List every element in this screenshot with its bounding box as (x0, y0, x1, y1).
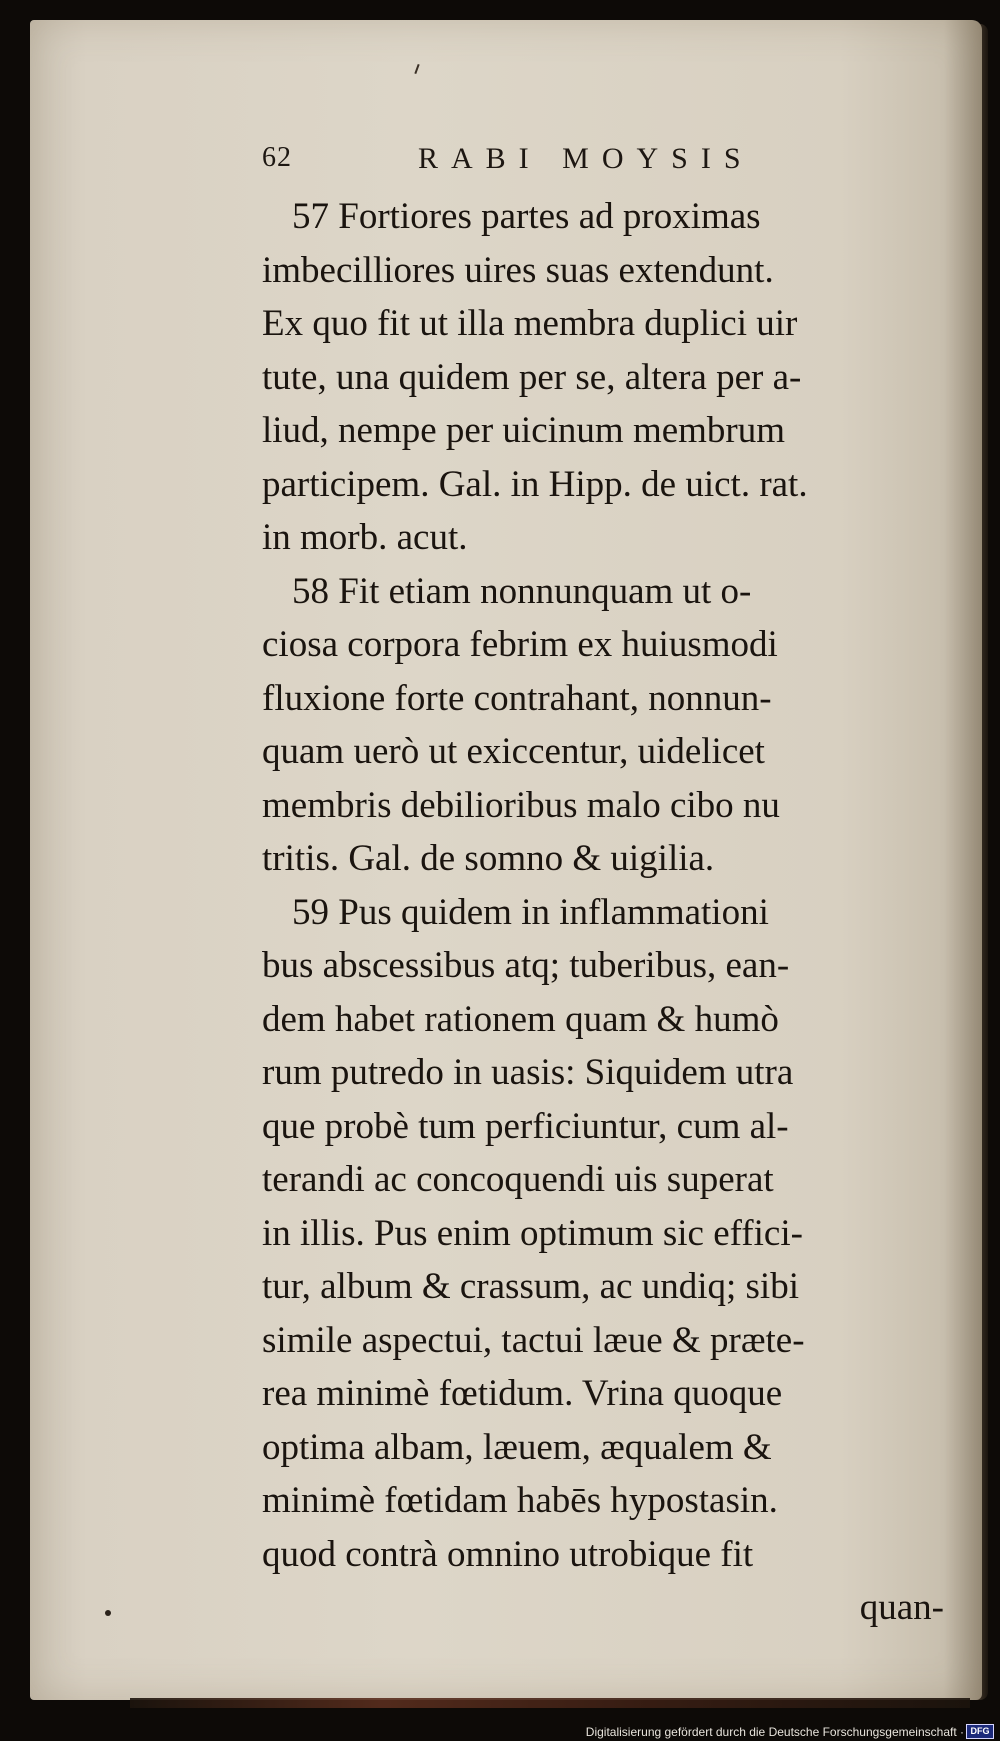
ink-dot (105, 1610, 111, 1616)
text-line: in morb. acut. (262, 517, 468, 558)
text-line: fluxione forte contrahant, nonnun- (262, 677, 772, 719)
text-line: quod contrà omnino utrobique fit (262, 1533, 754, 1575)
text-line: tute, una quidem per se, altera per a- (262, 356, 802, 398)
text-line: dem habet rationem quam & humò (262, 998, 779, 1040)
text-line: minimè fœtidam habēs hypostasin. (262, 1480, 778, 1521)
text-line: rea minimè fœtidum. Vrina quoque (262, 1373, 783, 1414)
text-line: liud, nempe per uicinum membrum (262, 410, 786, 451)
text-line: bus abscessibus atq; tuberibus, ean- (262, 945, 790, 986)
text-line: ciosa corpora febrim ex huiusmodi (262, 624, 778, 665)
text-line: in illis. Pus enim optimum sic effici- (262, 1212, 803, 1254)
body-text (262, 190, 952, 1635)
text-line: simile aspectui, tactui læue & præte- (262, 1319, 805, 1361)
text-line: optima albam, læuem, æqualem & (262, 1426, 772, 1468)
running-head (0, 142, 1000, 182)
text-line: rum putredo in uasis: Siquidem utra (262, 1052, 794, 1093)
dfg-logo: DFG (966, 1724, 994, 1739)
text-line: participem. Gal. in Hipp. de uict. rat. (262, 463, 808, 505)
catchword: quan- (859, 1587, 944, 1628)
text-line: imbecilliores uires suas extendunt. (262, 249, 774, 291)
running-title: RABI MOYSIS (418, 142, 754, 175)
text-line: 57 Fortiores partes ad proximas (292, 196, 761, 237)
text-line: 58 Fit etiam nonnunquam ut o- (292, 570, 752, 612)
text-line: tritis. Gal. de somno & uigilia. (262, 838, 715, 879)
text-line: terandi ac concoquendi uis superat (262, 1159, 774, 1200)
text-line: 59 Pus quidem in inflammationi (292, 891, 769, 933)
digitization-footer (0, 1722, 1000, 1741)
page-number: 62 (262, 142, 292, 173)
text-line: membris debilioribus malo cibo nu (262, 784, 780, 826)
text-line: Ex quo fit ut illa membra duplici uir (262, 303, 798, 344)
text-line: quam uerò ut exiccentur, uidelicet (262, 731, 765, 772)
text-line: tur, album & crassum, ac undiq; sibi (262, 1266, 799, 1307)
text-line: que probè tum perficiuntur, cum al- (262, 1105, 789, 1147)
page-bottom-edge (130, 1698, 970, 1708)
funding-credit: Digitalisierung gefördert durch die Deutsche Forschungsgemeinschaft · (585, 1725, 964, 1739)
